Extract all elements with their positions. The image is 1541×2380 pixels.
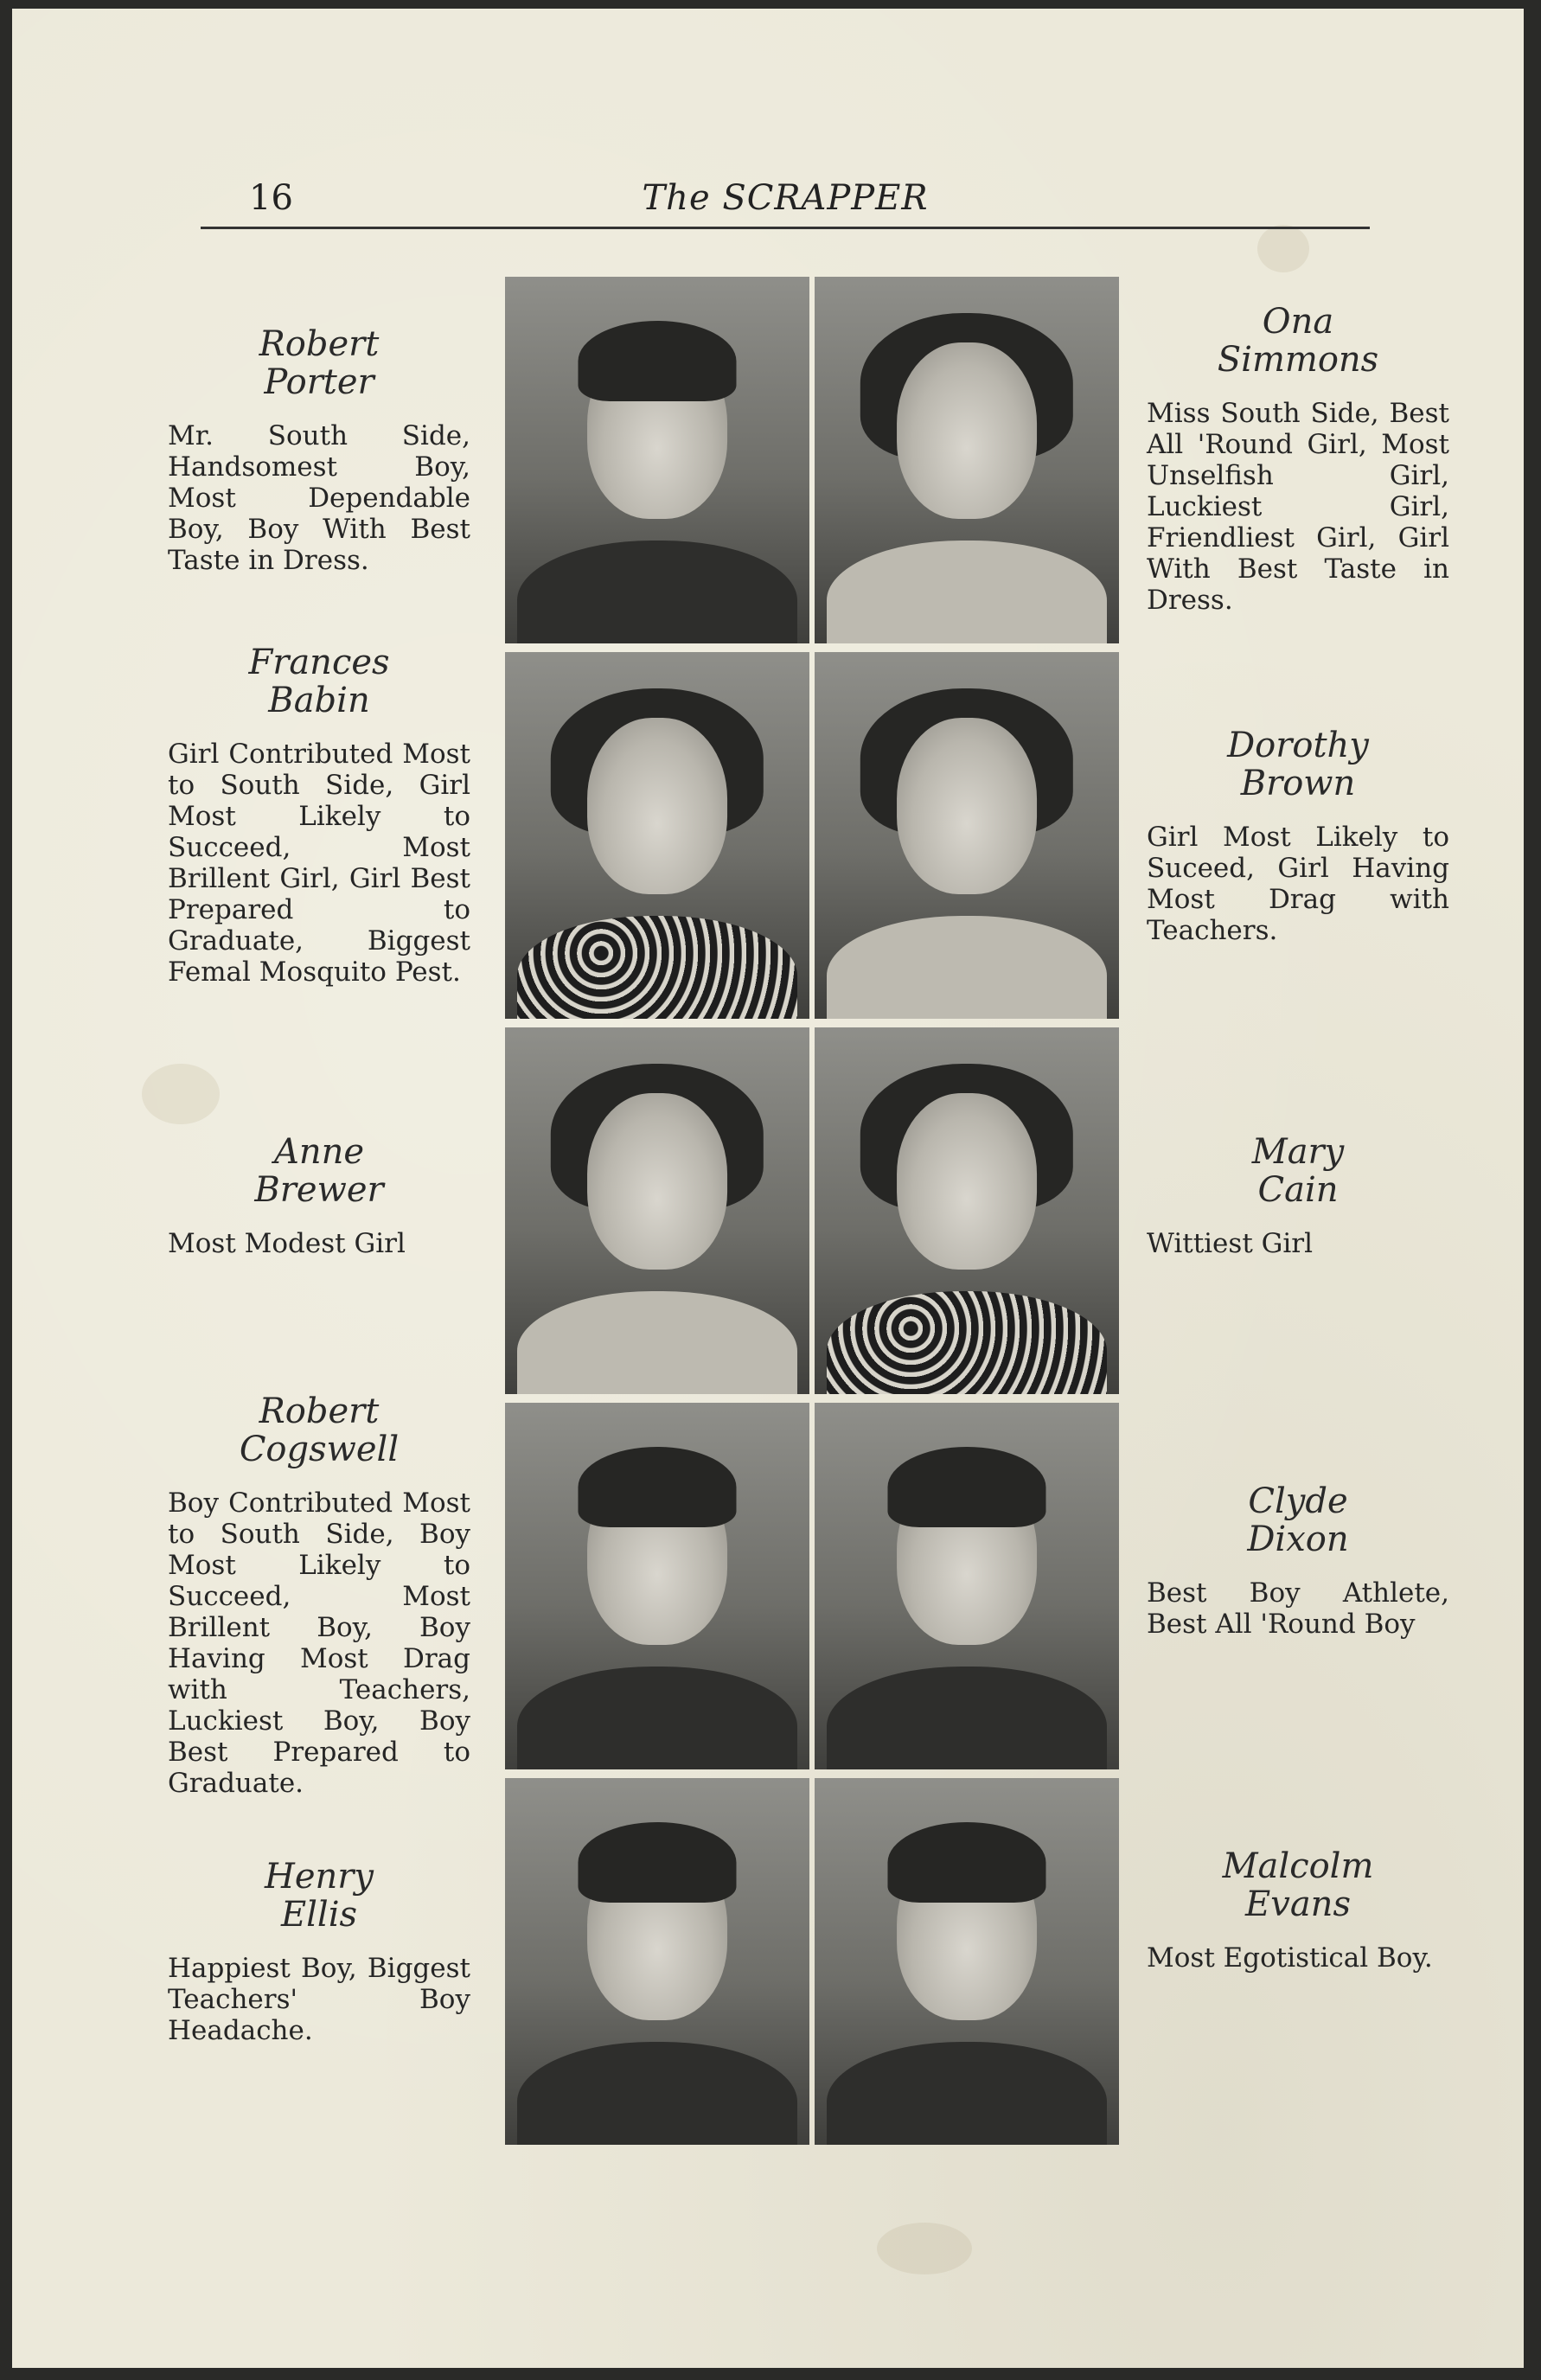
portrait-photo bbox=[505, 1027, 809, 1394]
student-last-name: Babin bbox=[268, 681, 370, 720]
portrait-photo bbox=[815, 277, 1119, 643]
student-first-name: Frances bbox=[248, 643, 390, 682]
entry-dorothy-brown bbox=[1147, 726, 1449, 946]
entry-malcolm-evans bbox=[1147, 1847, 1449, 1974]
student-last-name: Cain bbox=[1257, 1170, 1339, 1210]
running-title: The SCRAPPER bbox=[642, 178, 929, 218]
paper-stain bbox=[142, 1064, 220, 1124]
entry-clyde-dixon bbox=[1147, 1482, 1449, 1640]
portrait-photo bbox=[815, 652, 1119, 1019]
paper-stain bbox=[877, 2223, 972, 2274]
student-first-name: Robert bbox=[259, 1392, 380, 1431]
student-first-name: Henry bbox=[264, 1857, 374, 1897]
entry-frances-babin bbox=[168, 643, 470, 988]
entry-mary-cain bbox=[1147, 1133, 1449, 1259]
student-first-name: Robert bbox=[259, 324, 380, 364]
student-last-name: Evans bbox=[1245, 1884, 1351, 1924]
student-last-name: Ellis bbox=[280, 1895, 358, 1935]
student-first-name: Mary bbox=[1251, 1132, 1345, 1172]
portrait-photo bbox=[505, 652, 809, 1019]
student-caption: Girl Most Likely to Suceed, Girl Having Most Drag with Teachers. bbox=[1147, 822, 1449, 946]
entry-henry-ellis bbox=[168, 1858, 470, 2046]
student-last-name: Brewer bbox=[254, 1170, 384, 1210]
student-first-name: Dorothy bbox=[1227, 726, 1369, 765]
student-first-name: Clyde bbox=[1248, 1481, 1348, 1521]
student-first-name: Ona bbox=[1262, 302, 1334, 342]
student-last-name: Porter bbox=[264, 362, 374, 402]
page-header bbox=[201, 178, 1370, 229]
student-last-name: Simmons bbox=[1217, 340, 1379, 380]
student-first-name: Malcolm bbox=[1222, 1846, 1374, 1886]
entry-ona-simmons bbox=[1147, 303, 1449, 616]
student-last-name: Brown bbox=[1240, 764, 1356, 803]
portrait-photo bbox=[505, 1403, 809, 1769]
student-caption: Miss South Side, Best All 'Round Girl, Most Unselfish Girl, Luckiest Girl, Friendliest Girl, Girl With Best Taste in Dress. bbox=[1147, 398, 1449, 616]
portrait-photo bbox=[815, 1027, 1119, 1394]
entry-anne-brewer bbox=[168, 1133, 470, 1259]
student-first-name: Anne bbox=[273, 1132, 365, 1172]
portrait-photo bbox=[505, 1778, 809, 2145]
student-caption: Boy Contributed Most to South Side, Boy Most Likely to Succeed, Most Brillent Boy, Boy Having Most Drag with Teachers, Luckiest Boy, Boy Best Prepared to Graduate. bbox=[168, 1488, 470, 1799]
portrait-photo bbox=[505, 277, 809, 643]
student-caption: Most Modest Girl bbox=[168, 1228, 406, 1259]
student-caption: Wittiest Girl bbox=[1147, 1228, 1314, 1259]
yearbook-page bbox=[12, 9, 1524, 2368]
paper-stain bbox=[1257, 225, 1309, 272]
entry-robert-cogswell bbox=[168, 1392, 470, 1799]
student-caption: Mr. South Side, Handsomest Boy, Most Dependable Boy, Boy With Best Taste in Dress. bbox=[168, 420, 470, 576]
student-last-name: Cogswell bbox=[239, 1430, 400, 1469]
student-caption: Most Egotistical Boy. bbox=[1147, 1942, 1433, 1974]
portrait-photo bbox=[815, 1778, 1119, 2145]
student-last-name: Dixon bbox=[1247, 1519, 1349, 1559]
portrait-grid bbox=[505, 277, 1128, 2155]
student-caption: Girl Contributed Most to South Side, Girl Most Likely to Succeed, Most Brillent Girl, Girl Best Prepared to Graduate, Biggest Femal Mosquito Pest. bbox=[168, 739, 470, 988]
student-caption: Happiest Boy, Biggest Teachers' Boy Headache. bbox=[168, 1953, 470, 2046]
portrait-photo bbox=[815, 1403, 1119, 1769]
student-caption: Best Boy Athlete, Best All 'Round Boy bbox=[1147, 1577, 1449, 1640]
entry-robert-porter bbox=[168, 325, 470, 576]
page-number: 16 bbox=[249, 178, 293, 218]
